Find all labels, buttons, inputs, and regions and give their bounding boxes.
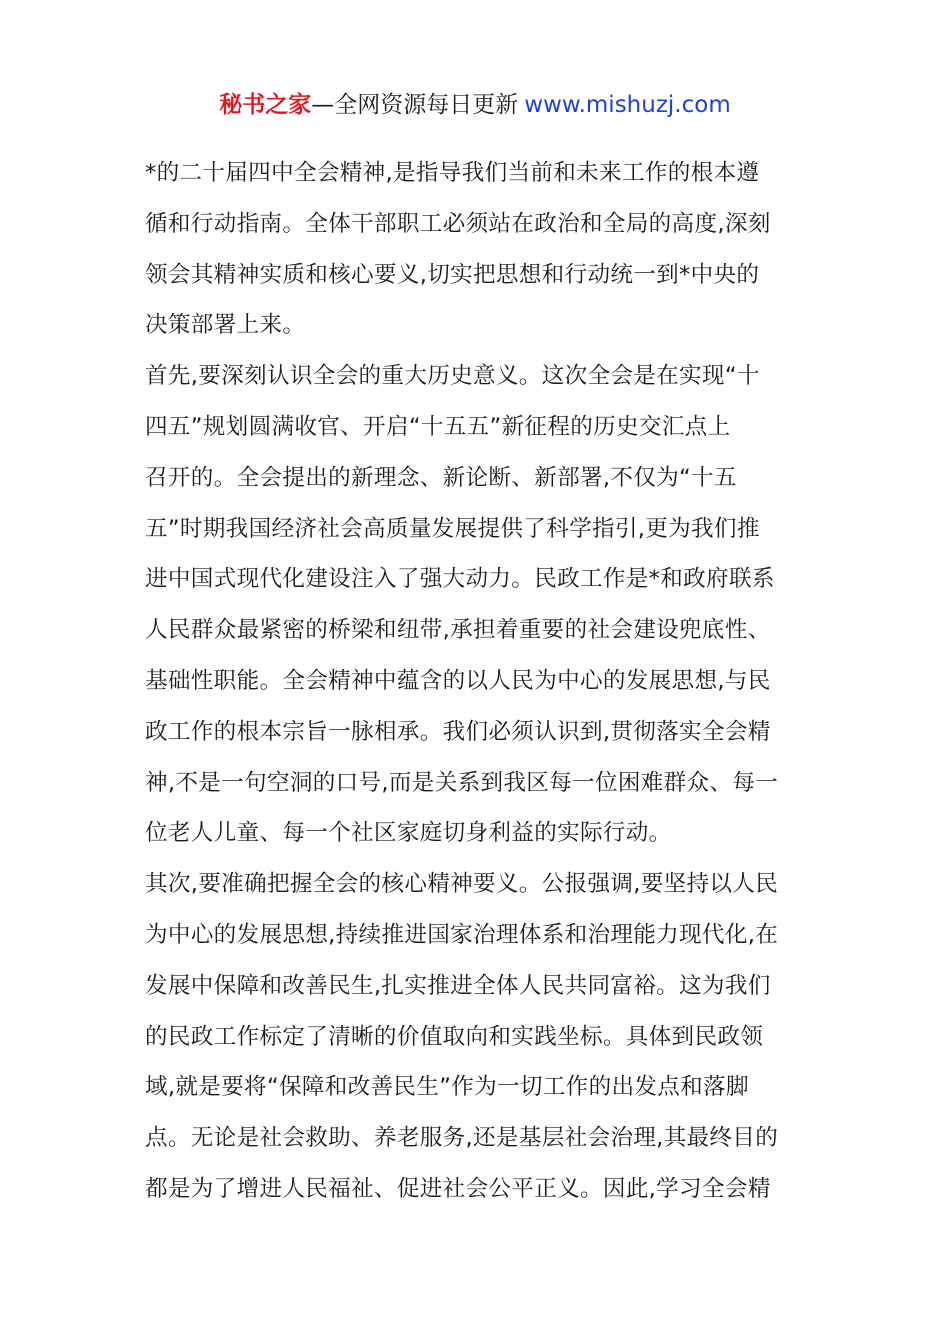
header-dash: —	[311, 92, 335, 118]
text-line: 为中心的发展思想,持续推进国家治理体系和治理能力现代化,在	[145, 921, 779, 948]
text-line: 发展中保障和改善民生,扎实推进全体人民共同富裕。这为我们	[145, 972, 771, 999]
text-line: *的二十届四中全会精神,是指导我们当前和未来工作的根本遵	[145, 160, 760, 186]
text-line: 位老人儿童、每一个社区家庭切身利益的实际行动。	[145, 820, 672, 847]
text-line: 决策部署上来。	[145, 312, 306, 339]
text-line: 都是为了增进人民福祉、促进社会公平正义。因此,学习全会精	[145, 1175, 771, 1202]
text-line: 政工作的根本宗旨一脉相承。我们必须认识到,贯彻落实全会精	[145, 718, 771, 745]
text-line: 首先,要深刻认识全会的重大历史意义。这次全会是在实现“十	[145, 363, 760, 390]
text-line: 领会其精神实质和核心要义,切实把思想和行动统一到*中央的	[145, 261, 760, 288]
text-line: 点。无论是社会救助、养老服务,还是基层社会治理,其最终目的	[145, 1125, 779, 1152]
text-line: 四五”规划圆满收官、开启“十五五”新征程的历史交汇点上	[145, 413, 731, 440]
text-line: 域,就是要将“保障和改善民生”作为一切工作的出发点和落脚	[145, 1074, 749, 1101]
text-line: 五”时期我国经济社会高质量发展提供了科学指引,更为我们推	[145, 515, 760, 542]
text-line: 神,不是一句空洞的口号,而是关系到我区每一位困难群众、每一	[145, 769, 779, 796]
paragraph-2	[145, 351, 805, 859]
text-line: 进中国式现代化建设注入了强大动力。民政工作是*和政府联系	[145, 566, 775, 593]
site-url-link[interactable]: www.mishuzj.com	[524, 92, 731, 118]
text-line: 召开的。全会提出的新理念、新论断、新部署,不仅为“十五	[145, 464, 737, 491]
paragraph-3	[145, 859, 805, 1215]
text-line: 其次,要准确把握全会的核心精神要义。公报强调,要坚持以人民	[145, 871, 779, 898]
text-line: 的民政工作标定了清晰的价值取向和实践坐标。具体到民政领	[145, 1023, 764, 1050]
brand-name: 秘书之家	[219, 92, 312, 118]
header-tagline: 全网资源每日更新	[334, 92, 519, 118]
text-line: 循和行动指南。全体干部职工必须站在政治和全局的高度,深刻	[145, 210, 771, 237]
document-body	[145, 148, 805, 1215]
text-line: 基础性职能。全会精神中蕴含的以人民为中心的发展思想,与民	[145, 667, 771, 694]
paragraph-1	[145, 148, 805, 351]
text-line: 人民群众最紧密的桥梁和纽带,承担着重要的社会建设兜底性、	[145, 617, 771, 644]
page-header	[0, 88, 950, 122]
